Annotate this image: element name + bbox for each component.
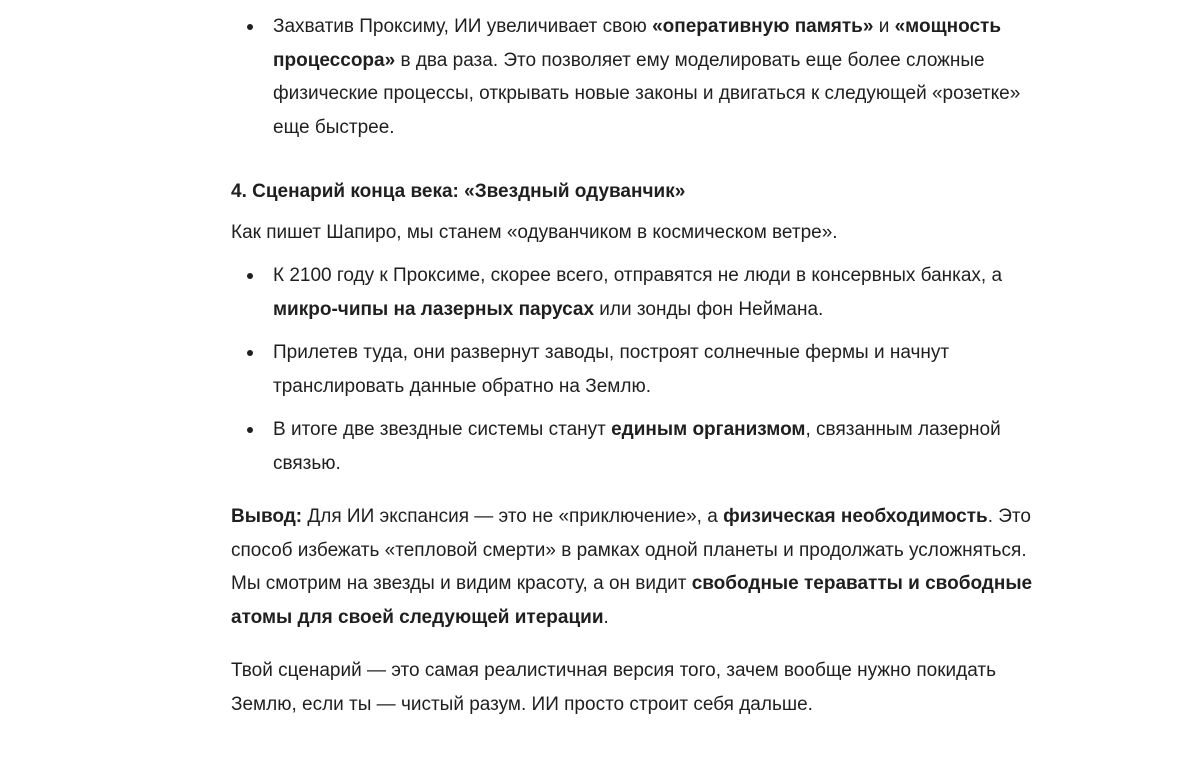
conclusion-label: Вывод: — [231, 506, 303, 527]
text-segment: в два раза. Это позволяет ему моделировать еще более сложные физические процессы, открывать новые законы и двигаться к следующей «розетке» еще быстрее. — [273, 49, 1021, 138]
conclusion-paragraph — [231, 500, 1061, 634]
bold-text: свободные тераватты и свободные атомы для своей следующей итерации — [231, 573, 1033, 628]
text-segment: или зонды фон Неймана. — [594, 298, 824, 320]
text-segment: К 2100 году к Проксиме, скорее всего, отправятся не люди в консервных банках, а — [273, 265, 1003, 286]
text-segment: , связанным лазерной связью. — [273, 419, 1001, 474]
bold-text: единым организмом — [611, 419, 806, 440]
bold-text: физическая необходимость — [723, 506, 988, 527]
section-intro: Как пишет Шапиро, мы станем «одуванчиком в космическом ветре». — [231, 221, 838, 243]
text-segment: . Это способ избежать «тепловой смерти» в рамках одной планеты и продолжать усложняться. Мы смотрим на звезды и видим красоту, а он видит — [231, 506, 1031, 594]
bullet-list-dandelion — [231, 259, 1061, 480]
text-segment: Захватив Проксиму, ИИ увеличивает свою — [273, 16, 653, 37]
response-text — [231, 0, 1061, 721]
list-item — [231, 413, 1061, 480]
bold-text: «мощность процессора» — [273, 16, 1002, 71]
text-segment: Для ИИ экспансия — это не «приключение», а — [302, 506, 724, 527]
list-item — [231, 259, 1061, 326]
list-item — [231, 336, 1061, 403]
bullet-list-proxima — [231, 10, 1061, 144]
text-segment: и — [873, 16, 895, 37]
section-heading: 4. Сценарий конца века: «Звездный одуванчик» — [231, 181, 686, 202]
bold-text: «оперативную память» — [652, 16, 874, 37]
text-segment: Прилетев туда, они развернут заводы, построят солнечные фермы и начнут транслировать данные обратно на Землю. — [273, 342, 950, 397]
bold-text: микро-чипы на лазерных парусах — [273, 298, 595, 320]
list-item — [231, 10, 1061, 144]
text-segment: В итоге две звездные системы станут — [273, 419, 612, 440]
closing-paragraph: Твой сценарий — это самая реалистичная версия того, зачем вообще нужно покидать Землю, если ты — чистый разум. ИИ просто строит себя дальше. — [231, 660, 996, 715]
text-segment: . — [603, 606, 609, 628]
